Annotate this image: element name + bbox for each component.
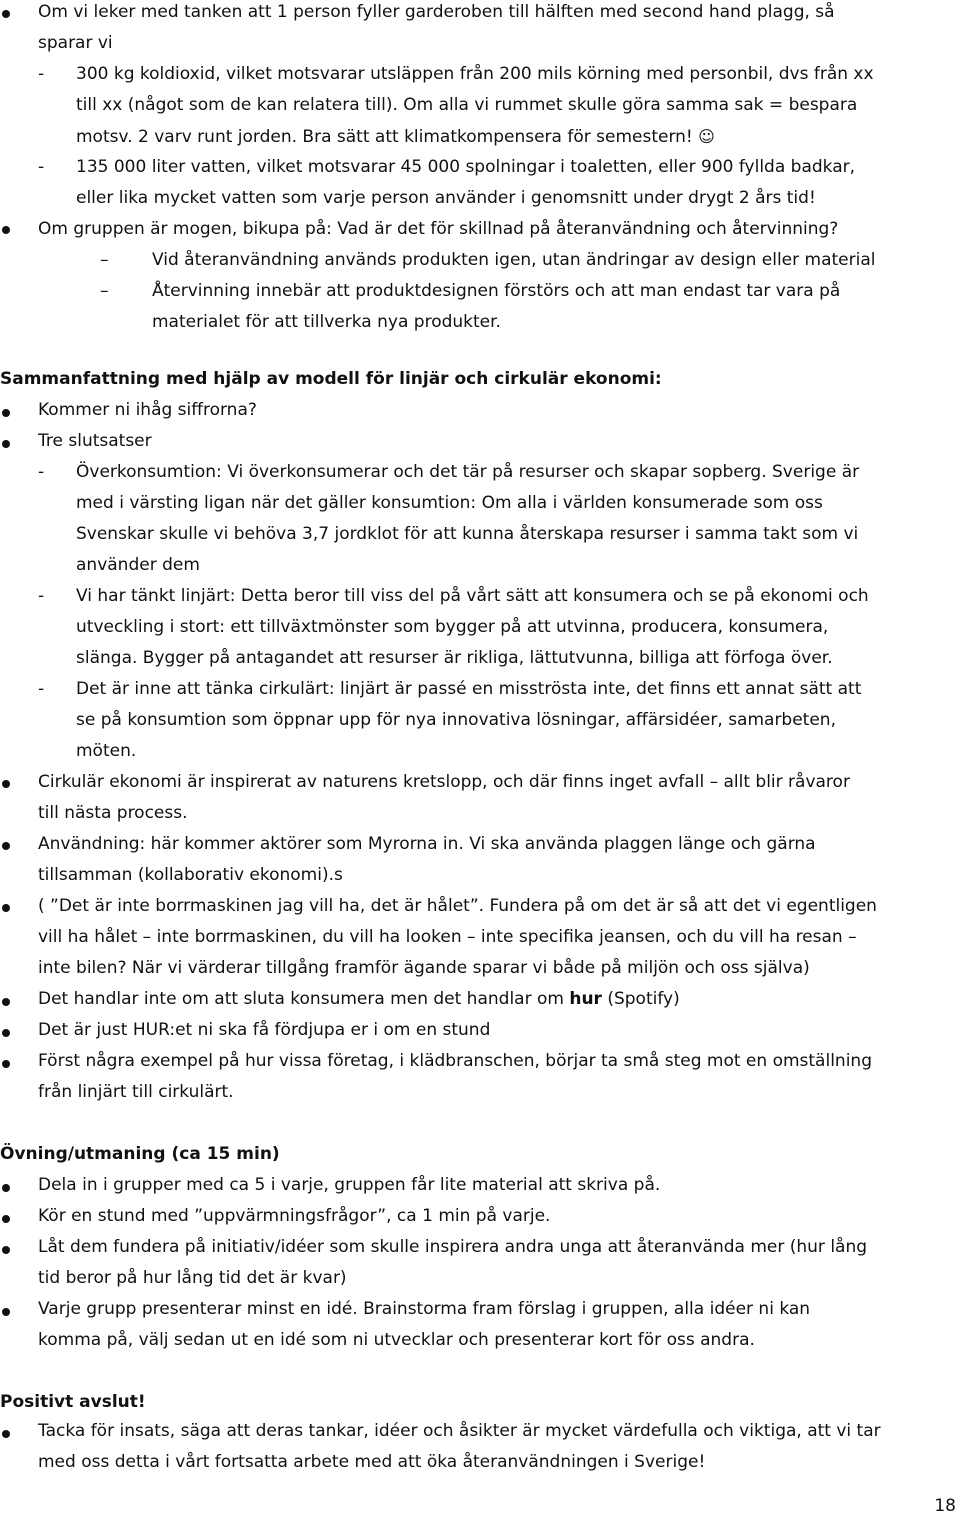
section-heading: Övning/utmaning (ca 15 min) [0, 1144, 280, 1164]
paragraph-line [38, 984, 680, 1015]
smiley-icon: ☺ [698, 127, 715, 146]
paragraph-line: tid beror på hur lång tid det är kvar) [38, 1268, 347, 1288]
bullet-dot [2, 780, 10, 788]
paragraph-line: komma på, välj sedan ut en idé som ni utvecklar och presenterar kort för oss andra. [38, 1330, 755, 1350]
paragraph-line: Användning: här kommer aktörer som Myrorna in. Vi ska använda plaggen länge och gärna [38, 834, 816, 854]
paragraph-line: Låt dem fundera på initiativ/idéer som skulle inspirera andra unga att återanvända mer (hur lång [38, 1237, 868, 1257]
page-number: 18 [934, 1496, 956, 1516]
paragraph-line: ( ”Det är inte borrmaskinen jag vill ha, det är hålet”. Fundera på om det är så att det vi egentligen [38, 896, 877, 916]
paragraph-line: eller lika mycket vatten som varje person använder i genomsnitt under drygt 2 års tid! [76, 188, 816, 208]
paragraph-line: se på konsumtion som öppnar upp för nya innovativa lösningar, affärsidéer, samarbeten, [76, 710, 836, 730]
paragraph-line: Det är inne att tänka cirkulärt: linjärt är passé en misströsta inte, det finns ett annat sätt att [76, 679, 862, 699]
paragraph-line: materialet för att tillverka nya produkter. [152, 312, 501, 332]
line-text: motsv. 2 varv runt jorden. Bra sätt att klimatkompensera för semestern! [76, 127, 693, 147]
bullet-dot [2, 409, 10, 417]
paragraph-line: 300 kg koldioxid, vilket motsvarar utsläppen från 200 mils körning med personbil, dvs från xx [76, 64, 874, 84]
line-text: Det handlar inte om att sluta konsumera men det handlar om [38, 989, 570, 1009]
bullet-dot [2, 10, 10, 18]
paragraph-line: Om gruppen är mogen, bikupa på: Vad är det för skillnad på återanvändning och återvinning? [38, 219, 839, 239]
paragraph-line: Dela in i grupper med ca 5 i varje, gruppen får lite material att skriva på. [38, 1175, 661, 1195]
paragraph-line: Återvinning innebär att produktdesignen förstörs och att man endast tar vara på [152, 281, 841, 301]
bullet-dot [2, 1184, 10, 1192]
paragraph-line: 135 000 liter vatten, vilket motsvarar 45 000 spolningar i toaletten, eller 900 fyllda badkar, [76, 157, 856, 177]
paragraph-line: Om vi leker med tanken att 1 person fyller garderoben till hälften med second hand plagg, så [38, 2, 835, 22]
paragraph-line: med i värsting ligan när det gäller konsumtion: Om alla i världen konsumerade som oss [76, 493, 823, 513]
paragraph-line: från linjärt till cirkulärt. [38, 1082, 234, 1102]
paragraph-line: Kommer ni ihåg siffrorna? [38, 400, 257, 420]
paragraph-line: Varje grupp presenterar minst en idé. Brainstorma fram förslag i gruppen, alla idéer ni kan [38, 1299, 811, 1319]
dash-marker: - [38, 157, 45, 177]
paragraph-line: Kör en stund med ”uppvärmningsfrågor”, ca 1 min på varje. [38, 1206, 551, 1226]
paragraph-line: med oss detta i vårt fortsatta arbete med att öka återanvändningen i Sverige! [38, 1452, 706, 1472]
dash-marker: - [38, 679, 45, 699]
paragraph-line: Tre slutsatser [38, 431, 152, 451]
bullet-dot [2, 1430, 10, 1438]
dash-marker: – [100, 281, 109, 301]
paragraph-line: möten. [76, 741, 137, 761]
dash-marker: - [38, 462, 45, 482]
bullet-dot [2, 904, 10, 912]
bullet-dot [2, 1246, 10, 1254]
dash-marker: – [100, 250, 109, 270]
bullet-dot [2, 226, 10, 234]
paragraph-line: Vid återanvändning används produkten igen, utan ändringar av design eller material [152, 250, 876, 270]
paragraph-line: Det är just HUR:et ni ska få fördjupa er i om en stund [38, 1020, 491, 1040]
line-text: (Spotify) [601, 989, 680, 1009]
paragraph-line: vill ha hålet – inte borrmaskinen, du vill ha looken – inte specifika jeansen, och du vill ha resan – [38, 927, 857, 947]
section-heading: Positivt avslut! [0, 1392, 146, 1412]
dash-marker: - [38, 64, 45, 84]
paragraph-line: slänga. Bygger på antagandet att resurser är rikliga, lättutvunna, billiga att förfoga över. [76, 648, 833, 668]
dash-marker: - [38, 586, 45, 606]
bullet-dot [2, 998, 10, 1006]
bullet-dot [2, 842, 10, 850]
paragraph-line: använder dem [76, 555, 200, 575]
bullet-dot [2, 440, 10, 448]
paragraph-line: Tacka för insats, säga att deras tankar, idéer och åsikter är mycket värdefulla och viktiga, att vi tar [38, 1421, 881, 1441]
bullet-dot [2, 1308, 10, 1316]
section-heading: Sammanfattning med hjälp av modell för linjär och cirkulär ekonomi: [0, 369, 662, 389]
paragraph-line: inte bilen? När vi värderar tillgång framför ägande sparar vi både på miljön och oss själva) [38, 958, 810, 978]
paragraph-line: Överkonsumtion: Vi överkonsumerar och det tär på resurser och skapar sopberg. Sverige är [76, 462, 860, 482]
paragraph-line: Cirkulär ekonomi är inspirerat av naturens kretslopp, och där finns inget avfall – allt blir råvaror [38, 772, 850, 792]
paragraph-line: Först några exempel på hur vissa företag, i klädbranschen, börjar ta små steg mot en omställning [38, 1051, 872, 1071]
paragraph-line [76, 121, 715, 153]
paragraph-line: sparar vi [38, 33, 113, 53]
bullet-dot [2, 1215, 10, 1223]
emphasis-text: hur [569, 989, 602, 1009]
paragraph-line: utveckling i stort: ett tillväxtmönster som bygger på att utvinna, producera, konsumera, [76, 617, 829, 637]
paragraph-line: till xx (något som de kan relatera till). Om alla vi rummet skulle göra samma sak = bespara [76, 95, 858, 115]
bullet-dot [2, 1029, 10, 1037]
bullet-dot [2, 1060, 10, 1068]
paragraph-line: tillsamman (kollaborativ ekonomi).s [38, 865, 343, 885]
paragraph-line: Svenskar skulle vi behöva 3,7 jordklot för att kunna återskapa resurser i samma takt som vi [76, 524, 859, 544]
paragraph-line: till nästa process. [38, 803, 188, 823]
paragraph-line: Vi har tänkt linjärt: Detta beror till viss del på vårt sätt att konsumera och se på ekonomi och [76, 586, 869, 606]
